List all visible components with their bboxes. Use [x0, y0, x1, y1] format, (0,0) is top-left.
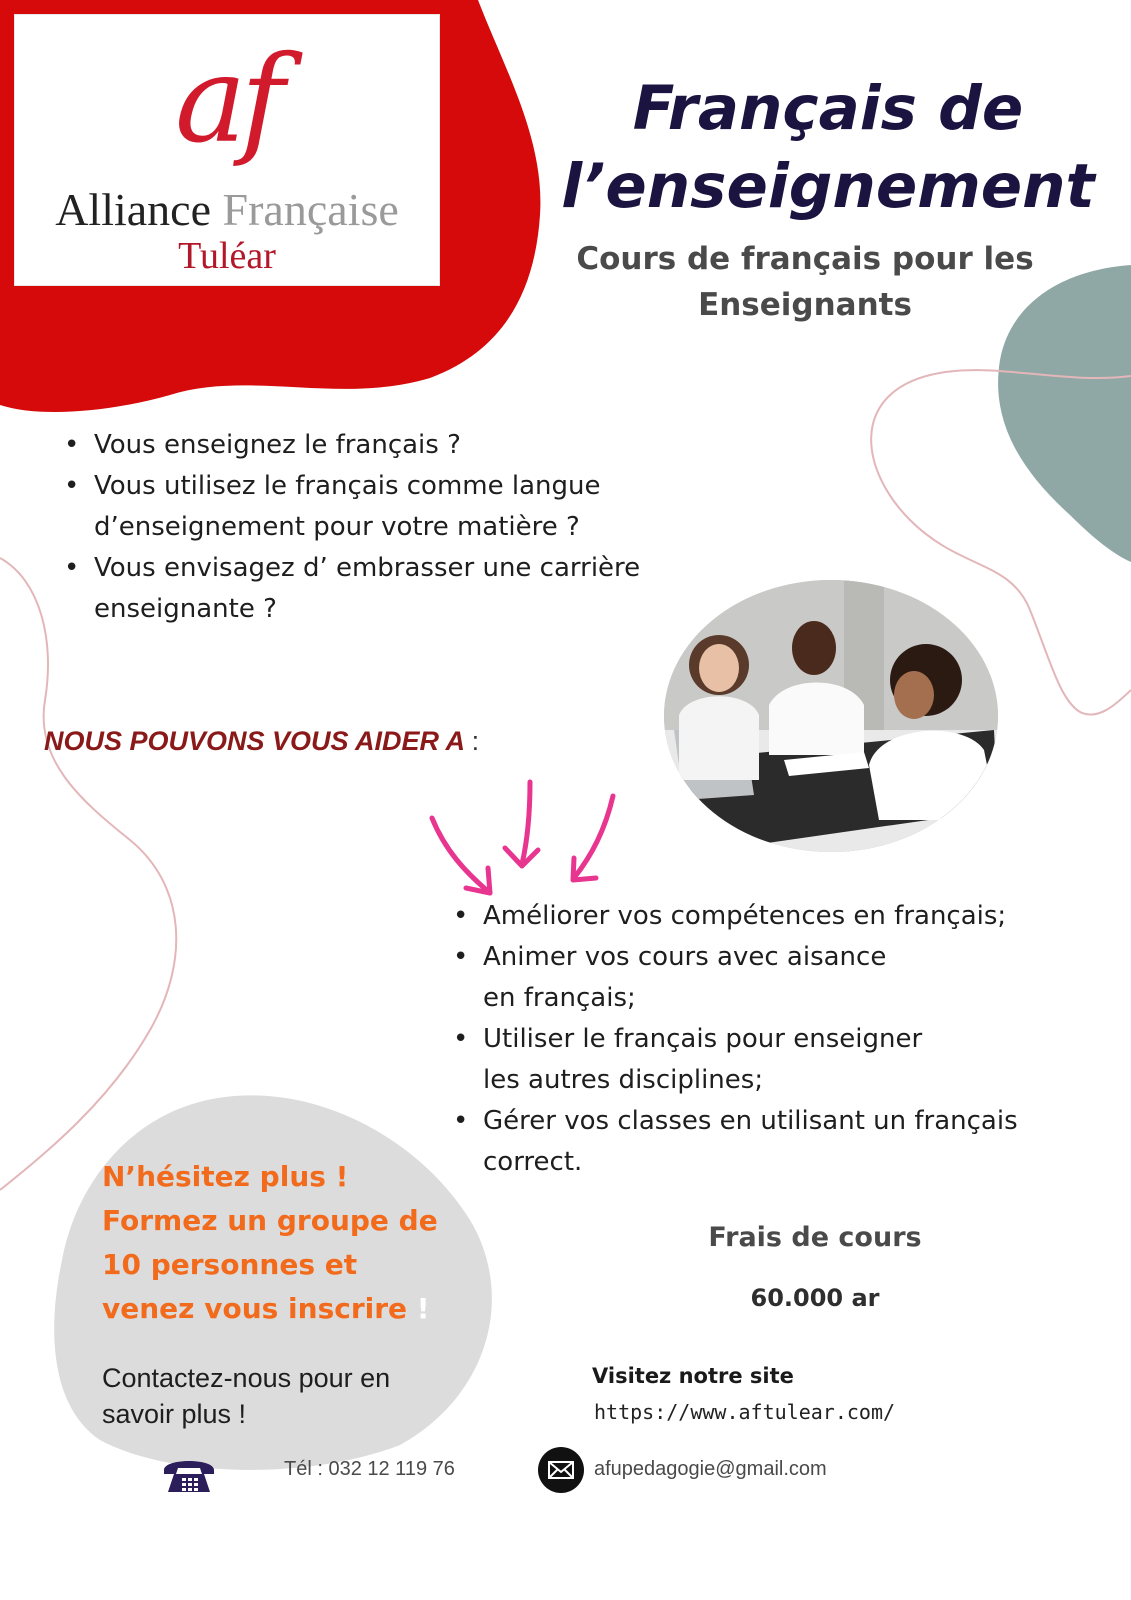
- list-item: • Vous utilisez le français comme langue d’enseignement pour votre matière ?: [64, 466, 744, 548]
- cta-line: N’hésitez plus !: [102, 1160, 349, 1193]
- mail-icon: [538, 1447, 584, 1493]
- help-label: [44, 726, 479, 757]
- pink-line-left: [0, 558, 176, 1190]
- email-address[interactable]: afupedagogie@gmail.com: [594, 1458, 827, 1480]
- list-item: • Vous enseignez le français ?: [64, 425, 744, 466]
- students-photo: [664, 580, 998, 852]
- price-label: Frais de cours: [708, 1222, 922, 1253]
- goal-line: Utiliser le français pour enseigner: [483, 1024, 923, 1054]
- logo-name-light: Française: [222, 184, 399, 235]
- list-item: [453, 1019, 1113, 1101]
- goal-line: Gérer vos classes en utilisant un français: [483, 1106, 1018, 1136]
- cta-text: [102, 1155, 482, 1331]
- goals-list: [453, 896, 1113, 1183]
- logo: [14, 14, 440, 286]
- list-item: • Vous envisagez d’ embrasser une carrière enseignante ?: [64, 548, 744, 630]
- logo-name: [15, 184, 439, 235]
- cta-exclamation: !: [416, 1292, 430, 1325]
- cta-line: Formez un groupe de: [102, 1204, 438, 1237]
- logo-name-bold: Alliance: [55, 184, 212, 235]
- page-title: Français de l’enseignement: [561, 73, 1095, 222]
- questions-list: [64, 425, 744, 630]
- phone-number[interactable]: Tél : 032 12 119 76: [284, 1458, 455, 1480]
- phone-icon: [160, 1452, 218, 1494]
- list-item: [453, 937, 1113, 1019]
- site-label: Visitez notre site: [592, 1364, 794, 1388]
- price-value: 60.000 ar: [750, 1284, 880, 1312]
- logo-mark: af: [175, 31, 279, 170]
- goal-line: Améliorer vos compétences en français;: [483, 901, 1007, 931]
- goal-line-continued: les autres disciplines;: [483, 1065, 764, 1095]
- goal-line: Animer vos cours avec aisance: [483, 942, 887, 972]
- cta-line-text: venez vous inscrire: [102, 1292, 408, 1325]
- help-label-colon: :: [471, 726, 480, 756]
- site-url-link[interactable]: https://www.aftulear.com/: [594, 1400, 896, 1424]
- page-subtitle: Cours de français pour les Enseignants: [576, 241, 1034, 323]
- cta-line: [102, 1287, 482, 1331]
- goal-line-continued: correct.: [483, 1147, 583, 1177]
- logo-city: Tuléar: [178, 235, 276, 277]
- help-label-text: NOUS POUVONS VOUS AIDER A: [44, 726, 465, 756]
- contact-text: Contactez-nous pour en savoir plus !: [102, 1363, 391, 1429]
- list-item: [453, 1101, 1113, 1183]
- goal-line-continued: en français;: [483, 983, 636, 1013]
- cta-line: 10 personnes et: [102, 1248, 358, 1281]
- list-item: [453, 896, 1113, 937]
- arrow-icon: [432, 782, 613, 893]
